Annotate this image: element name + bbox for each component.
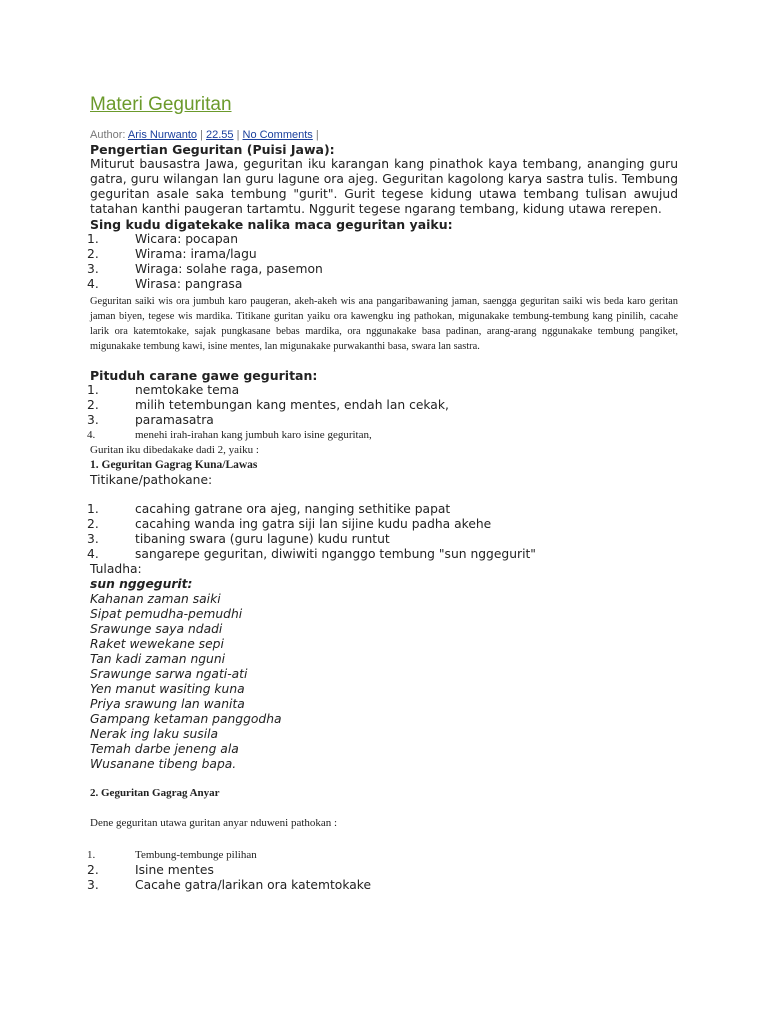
list-number: 3. xyxy=(87,413,99,427)
list-item xyxy=(87,383,678,398)
poem-line: Kahanan zaman saiki xyxy=(90,592,221,606)
meta-separator: | xyxy=(315,129,319,141)
list-text: nemtokake tema xyxy=(135,383,240,397)
poem-line: Nerak ing laku susila xyxy=(90,727,219,741)
list-item xyxy=(87,848,678,863)
list-item xyxy=(87,413,678,428)
list-number: 2. xyxy=(87,517,99,531)
list-number: 1. xyxy=(87,502,99,516)
list-item xyxy=(87,247,678,262)
list-text: Wiraga: solahe raga, pasemon xyxy=(135,262,323,276)
poem-line: Gampang ketaman panggodha xyxy=(90,712,282,726)
poem-line: Tan kadi zaman nguni xyxy=(90,652,226,666)
poem-line: Srawunge saya ndadi xyxy=(90,622,223,636)
reading-list xyxy=(87,232,678,292)
poem xyxy=(90,577,678,772)
list-text: Wicara: pocapan xyxy=(135,232,239,246)
list-item xyxy=(87,547,678,562)
document-page xyxy=(87,92,678,893)
list-text: Isine mentes xyxy=(135,863,214,877)
list-text: paramasatra xyxy=(135,413,214,427)
list-number: 2. xyxy=(87,398,99,412)
modern-geguritan-paragraph: Geguritan saiki wis ora jumbuh karo paugeran, akeh-akeh wis ana pangaribawaning jaman, saengga geguritan saiki wis beda karo geritan jaman biyen, tegese wis mardika. Titikane guritan yaiku ora kawengku ing pathokan, migunakake tembung-tembung kang pinilih, cacahe larik ora katemtokake, sajak pungkasane bebas mardika, ora nggunakake basa padinan, arang-arang nggunakake tembung pangiket, migunakake tembung kawi, isine mentes, lan migunakake purwakanthi basa, swara lan sastra. xyxy=(90,296,678,352)
anyar-intro: Dene geguritan utawa guritan anyar nduweni pathokan : xyxy=(90,817,338,829)
author-link[interactable]: Aris Nurwanto xyxy=(127,129,197,141)
section-heading-reading: Sing kudu digatekake nalika maca geguritan yaiku: xyxy=(90,217,453,232)
poem-line: Sipat pemudha-pemudhi xyxy=(90,607,243,621)
list-text: tibaning swara (guru lagune) kudu runtut xyxy=(135,532,390,546)
example-label: Tuladha: xyxy=(90,562,142,576)
list-number: 2. xyxy=(87,863,99,877)
page-title[interactable]: Materi Geguritan xyxy=(90,94,232,115)
poem-line: Priya srawung lan wanita xyxy=(90,697,245,711)
poem-lead: sun nggegurit: xyxy=(90,577,193,591)
section-heading-anyar: 2. Geguritan Gagrag Anyar xyxy=(90,787,220,799)
section-heading-kuna: 1. Geguritan Gagrag Kuna/Lawas xyxy=(90,459,258,471)
guide-list xyxy=(87,383,678,443)
list-item xyxy=(87,232,678,247)
list-text: Cacahe gatra/larikan ora katemtokake xyxy=(135,878,372,892)
list-number: 3. xyxy=(87,262,99,276)
list-text: Wirasa: pangrasa xyxy=(135,277,243,291)
list-number: 1. xyxy=(87,232,99,246)
kuna-subheading: Titikane/pathokane: xyxy=(90,473,213,487)
meta-separator: | xyxy=(200,129,203,141)
section-heading-definition: Pengertian Geguritan (Puisi Jawa): xyxy=(90,142,335,157)
list-text: Tembung-tembunge pilihan xyxy=(135,849,257,861)
list-number: 1. xyxy=(87,383,99,397)
author-label: Author: xyxy=(90,129,126,141)
comments-link[interactable]: No Comments xyxy=(242,129,313,141)
list-text: Wirama: irama/lagu xyxy=(135,247,257,261)
poem-line: Srawunge sarwa ngati-ati xyxy=(90,667,248,681)
poem-line: Raket wewekane sepi xyxy=(90,637,224,651)
list-item xyxy=(87,502,678,517)
poem-line: Temah darbe jeneng ala xyxy=(90,742,239,756)
meta-separator: | xyxy=(236,129,240,141)
list-item xyxy=(87,398,678,413)
list-number: 4. xyxy=(87,547,99,561)
list-number: 4. xyxy=(87,429,96,441)
section-heading-guide: Pituduh carane gawe geguritan: xyxy=(90,368,318,383)
list-text: cacahing gatrane ora ajeg, nanging sethitike papat xyxy=(135,502,451,516)
anyar-list xyxy=(87,848,678,893)
list-item xyxy=(87,517,678,532)
poem-line: Yen manut wasiting kuna xyxy=(90,682,245,696)
list-number: 3. xyxy=(87,878,99,892)
post-meta xyxy=(90,128,678,142)
list-number: 2. xyxy=(87,247,99,261)
list-item xyxy=(87,277,678,292)
list-item xyxy=(87,863,678,878)
list-number: 3. xyxy=(87,532,99,546)
kuna-list xyxy=(87,502,678,562)
list-text: milih tetembungan kang mentes, endah lan cekak, xyxy=(135,398,449,412)
list-item xyxy=(87,262,678,277)
list-number: 1. xyxy=(87,849,96,861)
list-text: menehi irah-irahan kang jumbuh karo isine geguritan, xyxy=(135,429,372,441)
post-time-link[interactable]: 22.55 xyxy=(205,129,234,141)
list-number: 4. xyxy=(87,277,99,291)
poem-line: Wusanane tibeng bapa. xyxy=(90,757,237,771)
list-text: cacahing wanda ing gatra siji lan sijine kudu padha akehe xyxy=(135,517,492,531)
list-item xyxy=(87,878,678,893)
list-item xyxy=(87,532,678,547)
list-text: sangarepe geguritan, diwiwiti nganggo tembung "sun nggegurit" xyxy=(135,547,536,561)
list-item xyxy=(87,428,678,443)
definition-paragraph: Miturut bausastra Jawa, geguritan iku karangan kang pinathok kaya tembang, ananging guru gatra, guru wilangan lan guru lagune ora ajeg. Geguritan kagolong karya sastra tulis. Tembung geguritan asale saka tembung "gurit". Gurit tegese kidung utawa tembang tulisan awujud tatahan kanthi paugeran tartamtu. Nggurit tegese ngarang tembang, kidung utawa rerepen. xyxy=(90,157,678,216)
types-intro: Guritan iku dibedakake dadi 2, yaiku : xyxy=(90,444,259,456)
